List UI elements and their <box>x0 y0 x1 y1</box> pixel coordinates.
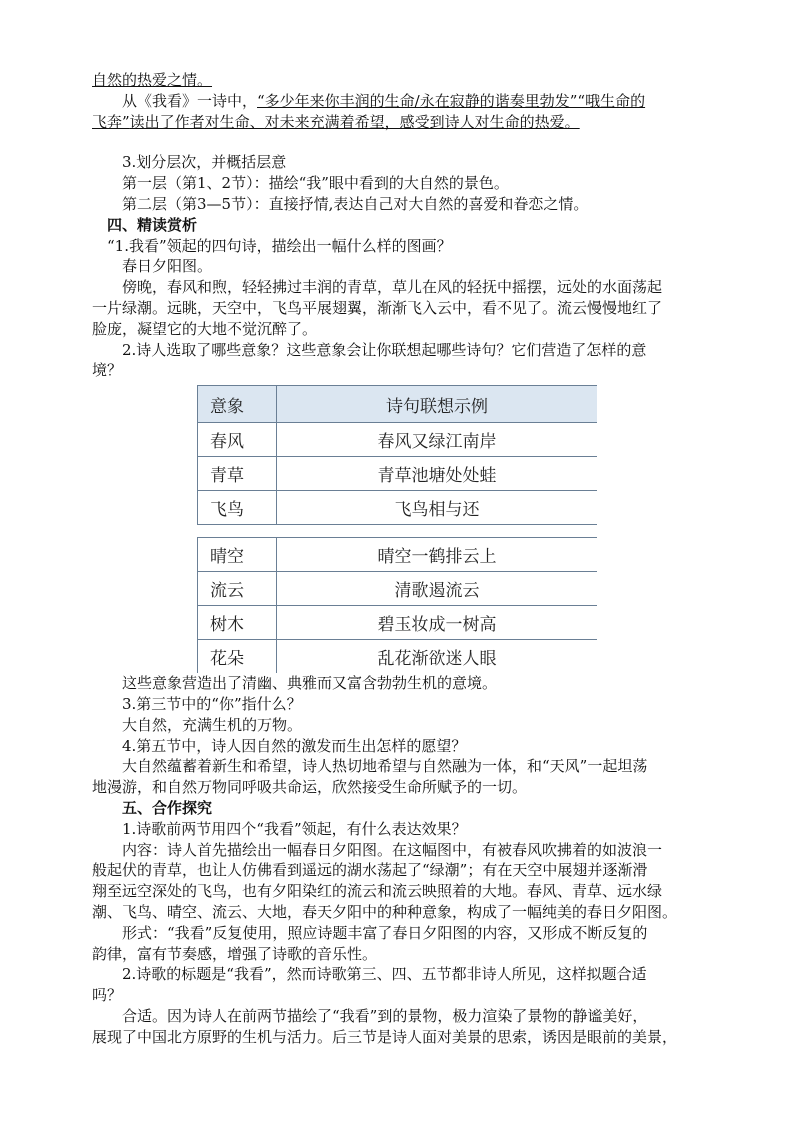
table-cell: 春风又绿江南岸 <box>277 423 598 457</box>
table-cell: 晴空一鹤排云上 <box>277 538 598 572</box>
table-cell: 飞鸟 <box>198 491 277 525</box>
text-line: 般起伏的青草，也让人仿佛看到遥远的湖水荡起了“绿潮”；有在天空中展翅并逐渐滑 <box>92 861 648 880</box>
text-line: 3.划分层次，并概括层意 <box>122 153 287 172</box>
table-cell: 清歌遏流云 <box>277 572 598 606</box>
table-row <box>198 538 598 572</box>
quoted-verse: “多少年来你丰润的生命/永在寂静的谐奏里勃发”“哦生命的 <box>257 91 646 110</box>
text-line: 第二层（第3—5节）：直接抒情,表达自己对大自然的喜爱和眷恋之情。 <box>122 194 589 213</box>
table-row <box>198 423 598 457</box>
imagery-table-top <box>197 385 597 525</box>
table-row <box>198 457 598 491</box>
table-cell: 春风 <box>198 423 277 457</box>
question: 1.诗歌前两节用四个“我看”领起，有什么表达效果？ <box>122 819 467 838</box>
question: 4.第五节中，诗人因自然的激发而生出怎样的愿望？ <box>122 736 467 755</box>
table-cell: 青草 <box>198 457 277 491</box>
table-cell: 树木 <box>198 606 277 640</box>
text-line <box>92 112 704 133</box>
answer: 大自然，充满生机的万物。 <box>122 715 303 734</box>
question: 2.诗歌的标题是“我看”，然而诗歌第三、四、五节都非诗人所见，这样拟题合适 <box>122 965 647 984</box>
text-line: 地漫游，和自然万物同呼吸共命运，欣然接受生命所赋予的一切。 <box>92 778 528 797</box>
table-cell: 青草池塘处处蛙 <box>277 457 598 491</box>
table-header-cell: 诗句联想示例 <box>277 386 598 423</box>
text-line: 形式：“我看”反复使用，照应诗题丰富了春日夕阳图的内容，又形成不断反复的 <box>122 923 648 942</box>
text-line <box>92 91 704 112</box>
table-cell: 流云 <box>198 572 277 606</box>
text-line: 傍晚，春风和煦，轻轻拂过丰润的青草，草儿在风的轻抚中摇摆，远处的水面荡起 <box>122 278 663 297</box>
text-line: 展现了中国北方原野的生机与活力。后三节是诗人面对美景的思索，诱因是眼前的美景， <box>92 1027 678 1046</box>
table-cell: 飞鸟相与还 <box>277 491 598 525</box>
answer: 大自然蕴蓄着新生和希望，诗人热切地希望与自然融为一体，和“天风”一起坦荡 <box>122 757 648 776</box>
table-row <box>198 606 598 640</box>
imagery-table-bottom <box>197 537 597 673</box>
question: 3.第三节中的“你”指什么？ <box>122 694 302 713</box>
text-span: 从《我看》一诗中， <box>122 91 258 110</box>
text-line: 境？ <box>92 361 123 380</box>
section-heading: 五、合作探究 <box>122 798 213 817</box>
table-cell: 晴空 <box>198 538 277 572</box>
document-page <box>92 70 704 1048</box>
answer: 合适。因为诗人在前两节描绘了“我看”到的景物，极力渲染了景物的静谧美好， <box>122 1006 648 1025</box>
section-heading: 四、精读赏析 <box>107 215 198 234</box>
text-line: 脸庞，凝望它的大地不觉沉醉了。 <box>92 319 318 338</box>
table-cell: 乱花渐欲迷人眼 <box>377 649 497 670</box>
table-cell: 碧玉妆成一树高 <box>277 606 598 640</box>
table-row <box>198 491 598 525</box>
text-line: 这些意象营造出了清幽、典雅而又富含勃勃生机的意境。 <box>122 674 498 693</box>
table-header-row <box>198 386 598 423</box>
text-line: 翔至远空深处的飞鸟，也有夕阳染红的流云和流云映照着的大地。春风、青草、远水绿 <box>92 882 663 901</box>
quoted-verse: 飞奔” <box>92 112 130 131</box>
text-line: 吗？ <box>92 986 123 1005</box>
text-line: 内容：诗人首先描绘出一幅春日夕阳图。在这幅图中，有被春风吹拂着的如波浪一 <box>122 840 663 859</box>
text-line: 潮、飞鸟、晴空、流云、大地，春天夕阳中的种种意象，构成了一幅纯美的春日夕阳图。 <box>92 902 678 921</box>
answer: 春日夕阳图。 <box>122 257 213 276</box>
text-line: 自然的热爱之情。 <box>92 71 213 89</box>
table-cell: 花朵 <box>198 640 277 674</box>
text-line: 第一层（第1、2节）：描绘“我”眼中看到的大自然的景色。 <box>122 174 509 193</box>
table-row <box>198 572 598 606</box>
spacer <box>92 132 704 152</box>
text-line: 韵律，富有节奏感，增强了诗歌的音乐性。 <box>92 944 378 963</box>
table-header-cell: 意象 <box>198 386 277 423</box>
text-span: 读出了作者对生命、对未来充满着希望，感受到诗人对生命的热爱。 <box>129 112 580 131</box>
question: “1.我看”领起的四句诗，描绘出一幅什么样的图画？ <box>107 236 452 255</box>
question: 2.诗人选取了哪些意象？这些意象会让你联想起哪些诗句？它们营造了怎样的意 <box>122 340 647 359</box>
text-line: 一片绿潮。远眺，天空中，飞鸟平展翅翼，渐渐飞入云中，看不见了。流云慢慢地红了 <box>92 298 663 317</box>
table-row <box>198 640 598 674</box>
